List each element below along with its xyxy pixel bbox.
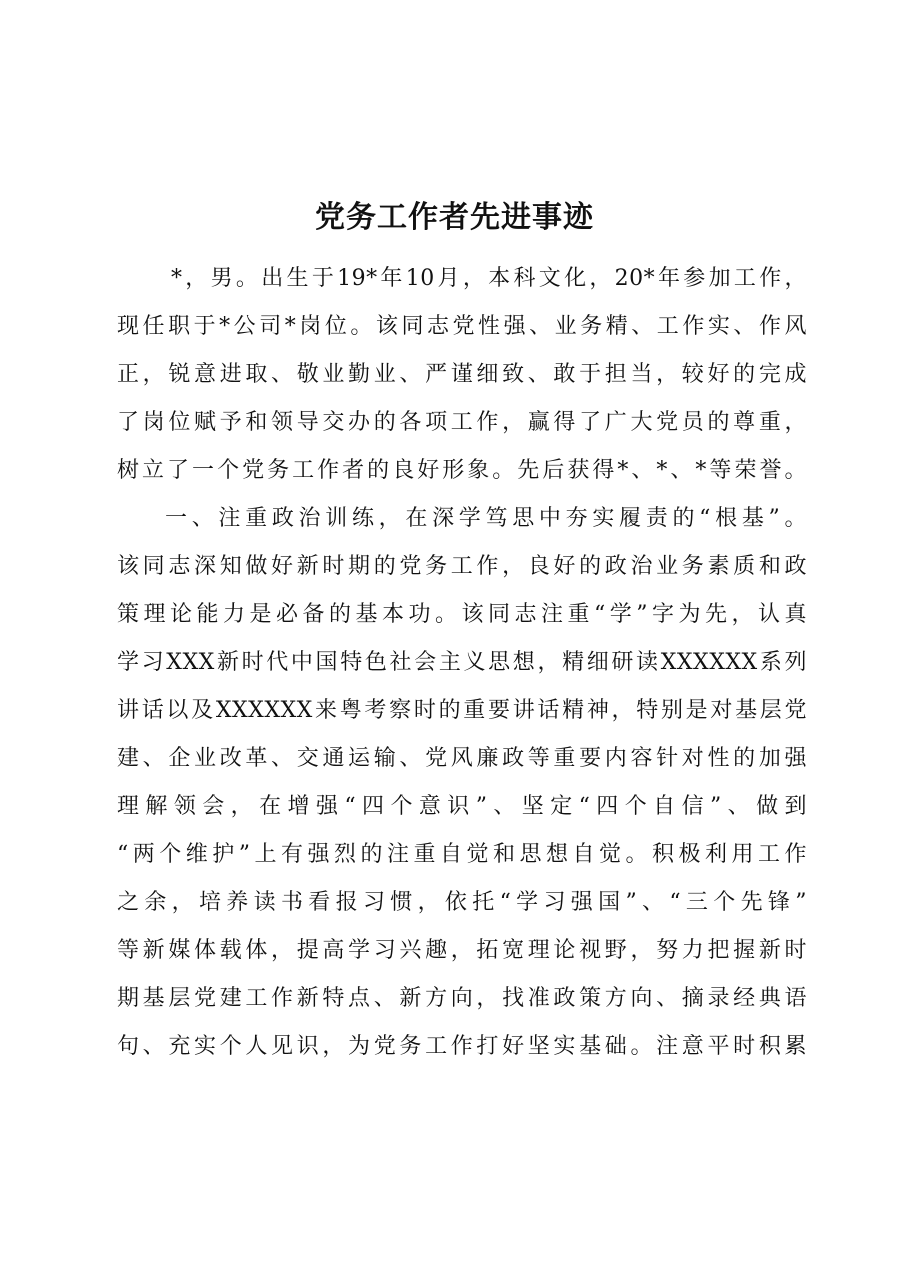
text-line: 讲话以及XXXXXX来粤考察时的重要讲话精神，特别是对基层党 xyxy=(117,698,807,723)
text-line: 一、注重政治训练，在深学笃思中夯实履责的“根基”。 xyxy=(165,506,807,531)
text-line: 之余，培养读书看报习惯，依托“学习强国”、“三个先锋” xyxy=(117,890,807,915)
text-line: 建、企业改革、交通运输、党风廉政等重要内容针对性的加强 xyxy=(117,746,807,771)
text-line: 学习XXX新时代中国特色社会主义思想，精细研读XXXXXX系列 xyxy=(117,650,807,675)
paragraph-1 xyxy=(117,255,807,495)
text-line: “两个维护”上有强烈的注重自觉和思想自觉。积极利用工作 xyxy=(117,842,807,867)
text-line: 正，锐意进取、敬业勤业、严谨细致、敢于担当，较好的完成 xyxy=(117,362,807,387)
document-body xyxy=(117,255,807,1071)
text-line: 理解领会，在增强“四个意识”、坚定“四个自信”、做到 xyxy=(117,794,807,819)
text-line: 了岗位赋予和领导交办的各项工作，赢得了广大党员的尊重， xyxy=(117,410,807,435)
document-title: 党务工作者先进事迹 xyxy=(315,200,594,235)
paragraph-2 xyxy=(117,495,807,1071)
text-line: 期基层党建工作新特点、新方向，找准政策方向、摘录经典语 xyxy=(117,986,807,1011)
text-line: *，男。出生于19*年10月，本科文化，20*年参加工作， xyxy=(171,266,807,291)
text-line: 等新媒体载体，提高学习兴趣，拓宽理论视野，努力把握新时 xyxy=(117,938,807,963)
text-line: 该同志深知做好新时期的党务工作，良好的政治业务素质和政 xyxy=(117,554,807,579)
text-line: 句、充实个人见识，为党务工作打好坚实基础。注意平时积累 xyxy=(117,1034,807,1059)
text-line: 现任职于*公司*岗位。该同志党性强、业务精、工作实、作风 xyxy=(117,314,807,339)
text-line: 策理论能力是必备的基本功。该同志注重“学”字为先，认真 xyxy=(117,602,807,627)
text-line: 树立了一个党务工作者的良好形象。先后获得*、*、*等荣誉。 xyxy=(117,458,807,483)
